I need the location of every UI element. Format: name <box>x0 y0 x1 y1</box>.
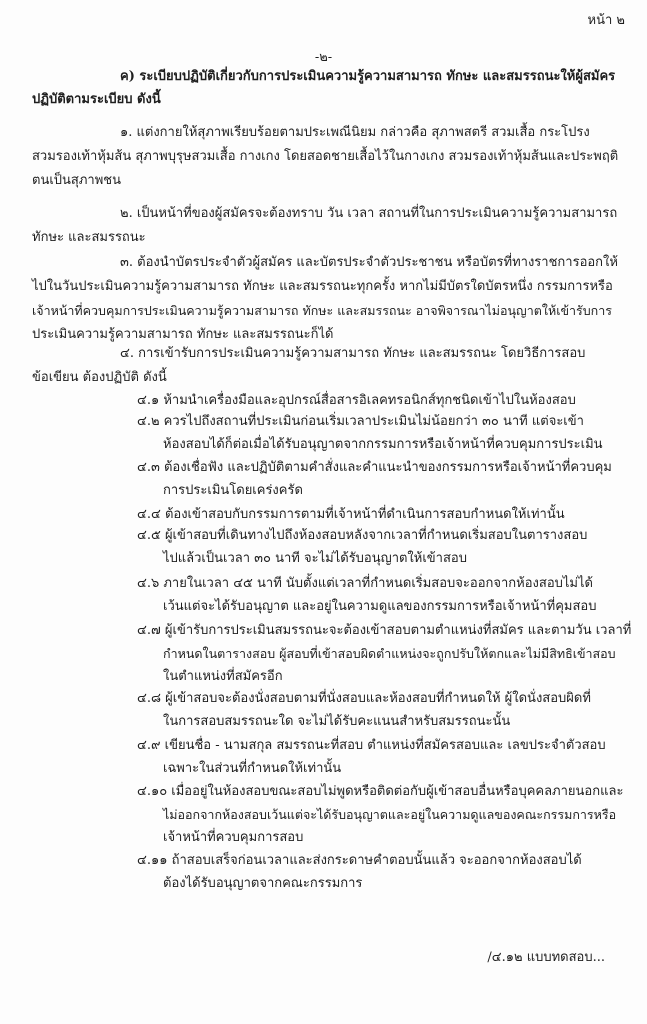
item-4-line-2: ข้อเขียน ต้องปฏิบัติ ดังนี้ <box>32 370 167 385</box>
item-3-line-3: เจ้าหน้าที่ควบคุมการประเมินความรู้ความสามารถ ทักษะ และสมรรถนะ อาจพิจารณาไม่อนุญาตให้เข้ารับการ <box>32 303 612 318</box>
item-2-line-2: ทักษะ และสมรรถนะ <box>32 230 146 245</box>
subitem-4-10-line-1: ๔.๑๐ เมื่ออยู่ในห้องสอบขณะสอบไม่พูดหรือติดต่อกับผู้เข้าสอบอื่นหรือบุคคลภายนอกและ <box>137 784 624 799</box>
subitem-4-5-line-2: ไปแล้วเป็นเวลา ๓๐ นาที จะไม่ได้รับอนุญาตให้เข้าสอบ <box>163 551 467 566</box>
subitem-4-9-line-2: เฉพาะในส่วนที่กำหนดให้เท่านั้น <box>163 761 342 776</box>
subitem-4-4-line-1: ๔.๔ ต้องเข้าสอบกับกรรมการตามที่เจ้าหน้าที่ดำเนินการสอบกำหนดให้เท่านั้น <box>137 507 565 522</box>
subitem-4-5-line-1: ๔.๕ ผู้เข้าสอบที่เดินทางไปถึงห้องสอบหลังจากเวลาที่กำหนดเริ่มสอบในตารางสอบ <box>137 528 588 543</box>
item-1-line-1: ๑. แต่งกายให้สุภาพเรียบร้อยตามประเพณีนิยม กล่าวคือ สุภาพสตรี สวมเสื้อ กระโปรง <box>120 125 590 140</box>
continuation-note: /๔.๑๒ แบบทดสอบ... <box>487 950 605 965</box>
item-3-line-1: ๓. ต้องนำบัตรประจำตัวผู้สมัคร และบัตรประจำตัวประชาชน หรือบัตรที่ทางราชการออกให้ <box>120 255 618 270</box>
subitem-4-8-line-2: ในการสอบสมรรถนะใด จะไม่ได้รับคะแนนสำหรับสมรรถนะนั้น <box>163 714 511 729</box>
item-3-line-4: ประเมินความรู้ความสามารถ ทักษะ และสมรรถนะก็ได้ <box>32 327 334 342</box>
subitem-4-1-line-1: ๔.๑ ห้ามนำเครื่องมือและอุปกรณ์สื่อสารอิเลคทรอนิกส์ทุกชนิดเข้าไปในห้องสอบ <box>137 393 576 408</box>
item-4-line-1: ๔. การเข้ารับการประเมินความรู้ความสามารถ ทักษะ และสมรรถนะ โดยวิธีการสอบ <box>120 346 586 361</box>
subitem-4-7-line-2: กำหนดในตารางสอบ ผู้สอบที่เข้าสอบผิดตำแหน่งจะถูกปรับให้ตกและไม่มีสิทธิเข้าสอบ <box>163 646 616 661</box>
subitem-4-7-line-1: ๔.๗ ผู้เข้ารับการประเมินสมรรถนะจะต้องเข้าสอบตามตำแหน่งที่สมัคร และตามวัน เวลาที่ <box>137 623 632 638</box>
subitem-4-10-line-2: ไม่ออกจากห้องสอบเว้นแต่จะได้รับอนุญาตและอยู่ในความดูแลของคณะกรรมการหรือ <box>163 807 617 822</box>
subitem-4-6-line-2: เว้นแต่จะได้รับอนุญาต และอยู่ในความดูแลของกรรมการหรือเจ้าหน้าที่คุมสอบ <box>163 599 597 614</box>
subitem-4-6-line-1: ๔.๖ ภายในเวลา ๔๕ นาที นับตั้งแต่เวลาที่กำหนดเริ่มสอบจะออกจากห้องสอบไม่ได้ <box>137 576 593 591</box>
subitem-4-11-line-2: ต้องได้รับอนุญาตจากคณะกรรมการ <box>163 876 363 891</box>
subitem-4-2-line-1: ๔.๒ ควรไปถึงสถานที่ประเมินก่อนเริ่มเวลาประเมินไม่น้อยกว่า ๓๐ นาที แต่จะเข้า <box>137 414 584 429</box>
item-3-line-2: ไปในวันประเมินความรู้ความสามารถ ทักษะ และสมรรถนะทุกครั้ง หากไม่มีบัตรใดบัตรหนึ่ง กรรมการหรือ <box>32 279 613 294</box>
section-title-line-2: ปฏิบัติตามระเบียบ ดังนี้ <box>32 92 161 107</box>
subitem-4-7-line-3: ในตำแหน่งที่สมัครอีก <box>163 669 283 684</box>
item-2-line-1: ๒. เป็นหน้าที่ของผู้สมัครจะต้องทราบ วัน เวลา สถานที่ในการประเมินความรู้ความสามารถ <box>120 206 618 221</box>
subitem-4-11-line-1: ๔.๑๑ ถ้าสอบเสร็จก่อนเวลาและส่งกระดาษคำตอบนั้นแล้ว จะออกจากห้องสอบได้ <box>137 853 582 868</box>
item-1-line-3: ตนเป็นสุภาพชน <box>32 173 121 188</box>
page-label: หน้า ๒ <box>587 13 625 28</box>
page-number: -๒- <box>314 50 333 65</box>
subitem-4-3-line-2: การประเมินโดยเคร่งครัด <box>163 483 303 498</box>
subitem-4-9-line-1: ๔.๙ เขียนชื่อ - นามสกุล สมรรถนะที่สอบ ตำแหน่งที่สมัครสอบและ เลขประจำตัวสอบ <box>137 738 606 753</box>
subitem-4-8-line-1: ๔.๘ ผู้เข้าสอบจะต้องนั่งสอบตามที่นั่งสอบและห้องสอบที่กำหนดให้ ผู้ใดนั่งสอบผิดที่ <box>137 691 591 706</box>
section-title-line-1: ค) ระเบียบปฏิบัติเกี่ยวกับการประเมินความรู้ความสามารถ ทักษะ และสมรรถนะให้ผู้สมัคร <box>120 69 616 84</box>
item-1-line-2: สวมรองเท้าหุ้มส้น สุภาพบุรุษสวมเสื้อ กางเกง โดยสอดชายเสื้อไว้ในกางเกง สวมรองเท้าหุ้มส้นและประพฤติ <box>32 149 619 164</box>
subitem-4-10-line-3: เจ้าหน้าที่ควบคุมการสอบ <box>163 830 304 845</box>
subitem-4-2-line-2: ห้องสอบได้ก็ต่อเมื่อได้รับอนุญาตจากกรรมการหรือเจ้าหน้าที่ควบคุมการประเมิน <box>163 437 603 452</box>
subitem-4-3-line-1: ๔.๓ ต้องเชื่อฟัง และปฏิบัติตามคำสั่งและคำแนะนำของกรรมการหรือเจ้าหน้าที่ควบคุม <box>137 460 612 475</box>
